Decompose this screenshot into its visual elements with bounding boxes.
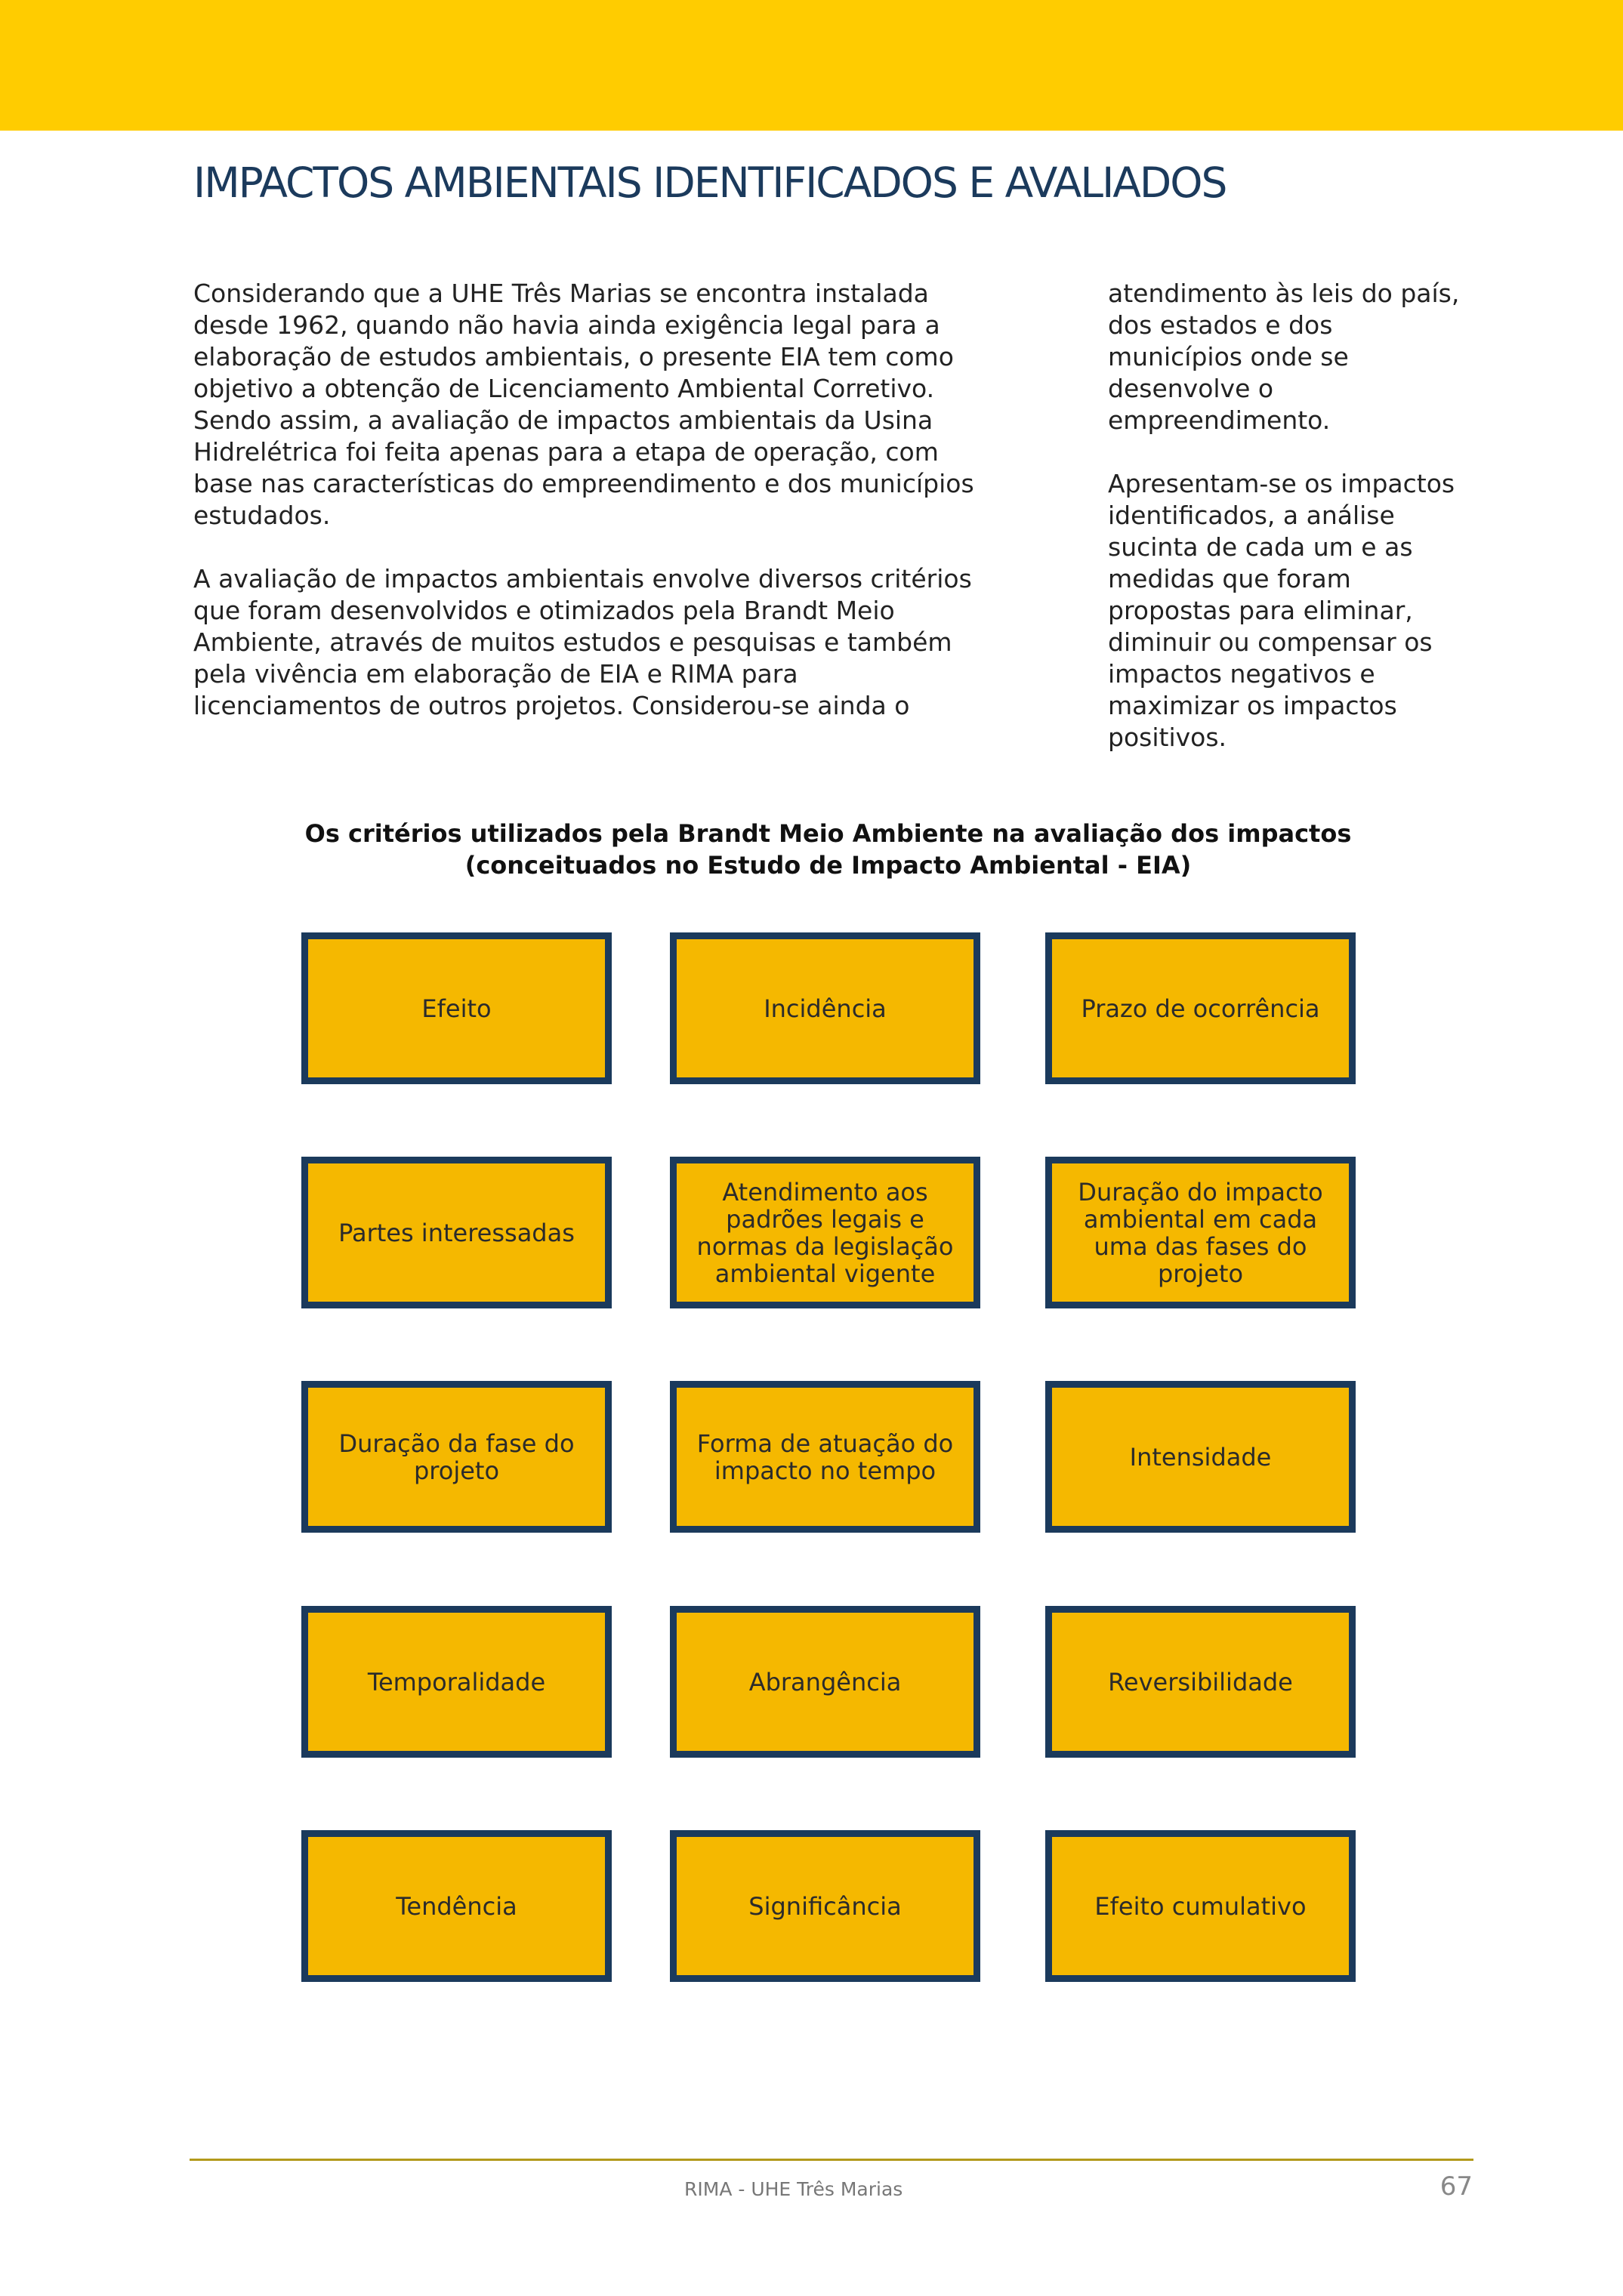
criteria-box-intensidade (1045, 1381, 1356, 1533)
criteria-box-atendimento-padroes-legais (670, 1157, 980, 1308)
criteria-box-tendencia (301, 1830, 612, 1982)
criteria-box-label-line: Duração da fase do (338, 1428, 575, 1458)
footer-text: RIMA - UHE Três Marias (684, 2178, 903, 2200)
criteria-box-label: Abrangência (748, 1667, 902, 1697)
criteria-title-line: Os critérios utilizados pela Brandt Meio Ambiente na avaliação dos impactos (304, 819, 1352, 848)
criteria-box-label-line: Atendimento aos (722, 1177, 928, 1207)
header-band (0, 0, 1623, 131)
criteria-box-reversibilidade (1045, 1606, 1356, 1758)
criteria-box-forma-de-atuacao (670, 1381, 980, 1533)
page-number: 67 (1439, 2171, 1473, 2202)
criteria-box-prazo-de-ocorrencia (1045, 932, 1356, 1084)
criteria-box-label-line: impacto no tempo (714, 1456, 936, 1485)
criteria-section-title (193, 818, 1463, 881)
criteria-box-label: Tendência (396, 1891, 517, 1921)
criteria-box-label: Significância (748, 1891, 902, 1921)
criteria-box-label: Intensidade (1129, 1442, 1272, 1472)
criteria-box-label: Prazo de ocorrência (1081, 994, 1320, 1023)
footer-rule (190, 2159, 1473, 2161)
body-paragraph: Apresentam-se os impactos identificados, a análise sucinta de cada um e as medidas que foram propostas para eliminar, diminuir ou compensar os impactos negativos e maximizar os impactos positivos. (1108, 469, 1455, 752)
body-paragraph: atendimento às leis do país, dos estados e dos municípios onde se desenvolve o empreendimento. (1108, 279, 1460, 435)
criteria-box-label-line: ambiental em cada (1083, 1204, 1318, 1234)
body-paragraph: Considerando que a UHE Três Marias se encontra instalada desde 1962, quando não havia ainda exigência legal para a elaboração de estudos ambientais, o presente EIA tem como objetivo a obtenção de Licenciamento Ambiental Corretivo. Sendo assim, a avaliação de impactos ambientais da Usina Hidrelétrica foi feita apenas para a etapa de operação, com base nas características do empreendimento e dos municípios estudados. (193, 279, 974, 530)
criteria-box-partes-interessadas (301, 1157, 612, 1308)
criteria-box-label: Temporalidade (367, 1667, 546, 1697)
body-paragraph: A avaliação de impactos ambientais envolve diversos critérios que foram desenvolvidos e otimizados pela Brandt Meio Ambiente, através de muitos estudos e pesquisas e também pela vivência em elaboração de EIA e RIMA para licenciamentos de outros projetos. Considerou-se ainda o (193, 564, 972, 720)
criteria-box-temporalidade (301, 1606, 612, 1758)
criteria-box-label: Partes interessadas (338, 1218, 575, 1247)
criteria-box-label-line: padrões legais e (726, 1204, 924, 1234)
criteria-box-label-line: Forma de atuação do (696, 1428, 954, 1458)
criteria-box-efeito-cumulativo (1045, 1830, 1356, 1982)
criteria-box-abrangencia (670, 1606, 980, 1758)
criteria-box-label-line: uma das fases do (1094, 1231, 1307, 1261)
criteria-box-label: Reversibilidade (1108, 1667, 1293, 1697)
criteria-box-label-line: projeto (1157, 1259, 1244, 1288)
criteria-title-line: (conceituados no Estudo de Impacto Ambiental - EIA) (464, 851, 1192, 880)
criteria-box-incidencia (670, 932, 980, 1084)
body-column-right (1108, 278, 1501, 785)
criteria-box-label-line: projeto (413, 1456, 500, 1485)
criteria-box-efeito (301, 932, 612, 1084)
criteria-box-label-line: ambiental vigente (714, 1259, 936, 1288)
criteria-box-duracao-do-impacto (1045, 1157, 1356, 1308)
criteria-box-label: Efeito (421, 994, 492, 1023)
criteria-box-label-line: normas da legislação (696, 1231, 954, 1261)
body-column-left (193, 278, 1024, 754)
criteria-box-duracao-da-fase (301, 1381, 612, 1533)
criteria-box-label-line: Duração do impacto (1078, 1177, 1323, 1207)
criteria-box-label: Efeito cumulativo (1094, 1891, 1307, 1921)
criteria-box-label: Incidência (764, 994, 887, 1023)
page-title: IMPACTOS AMBIENTAIS IDENTIFICADOS E AVALIADOS (193, 159, 1227, 207)
criteria-box-significancia (670, 1830, 980, 1982)
